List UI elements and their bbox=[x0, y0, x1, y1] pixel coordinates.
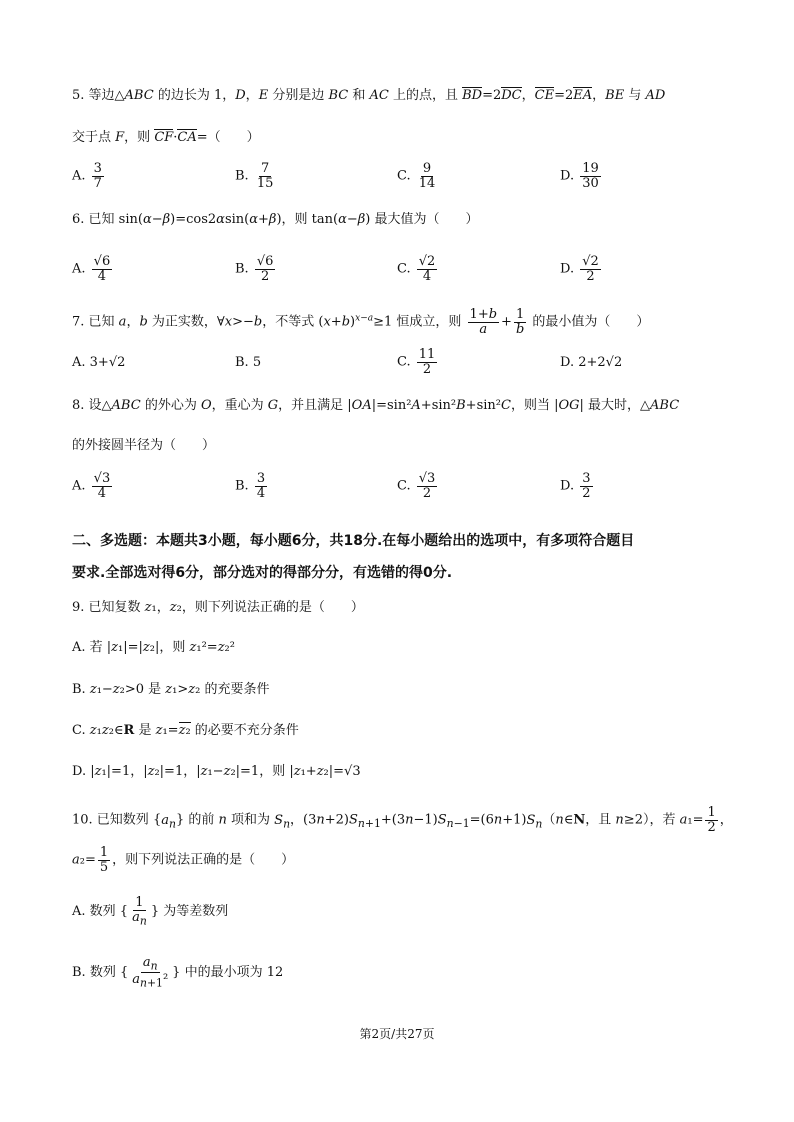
q9-option-b: B. z₁−z₂>0 是 z₁>z₂ 的充要条件 bbox=[72, 682, 270, 697]
q7-option-a: A. 3+√2 bbox=[72, 355, 126, 370]
q5-option-a: A. $\frac{3}{7}$ bbox=[72, 161, 102, 191]
q5-option-b: B. $\frac{7}{15}$ bbox=[235, 161, 274, 191]
q10-stem-line2: a₂= $\frac{1}{5}$ ，则下列说法正确的是（ ） bbox=[72, 845, 295, 875]
q8-stem-line1: 8. 设△ABC 的外心为 O，重心为 G，并且满足 |OA|=sin²A+sin²B+sin²C，则当 |OG| 最大时，△ABC bbox=[72, 398, 680, 413]
q10-option-a: A. 数列 { $\frac{1}{a_n}$ } 为等差数列 bbox=[72, 895, 229, 928]
q8-option-a: A. $\frac{√3}{4}$ bbox=[72, 471, 111, 501]
q6-option-b: B. $\frac{√6}{2}$ bbox=[235, 254, 274, 284]
q6-option-d: D. $\frac{√2}{2}$ bbox=[560, 254, 599, 284]
q5-option-c: C. $\frac{9}{14}$ bbox=[397, 161, 436, 191]
q7-option-c: C. $\frac{11}{2}$ bbox=[397, 347, 436, 377]
q8-option-d: D. $\frac{3}{2}$ bbox=[560, 471, 591, 501]
section2-heading-line2: 要求.全部选对得6分，部分选对的得部分分，有选错的得0分. bbox=[72, 565, 453, 581]
section2-heading-line1: 二、多选题：本题共3小题，每小题6分，共18分.在每小题给出的选项中，有多项符合题目 bbox=[72, 533, 635, 549]
q9-option-a: A. 若 |z₁|=|z₂|，则 z₁²=z₂² bbox=[72, 640, 235, 655]
q7-option-b: B. 5 bbox=[235, 355, 262, 370]
q5-stem-line1: 5. 等边△ABC 的边长为 1，D，E 分别是边 BC 和 AC 上的点，且 BD=2DC，CE=2EA，BE 与 AD bbox=[72, 88, 666, 103]
q5-option-d: D. $\frac{19}{30}$ bbox=[560, 161, 599, 191]
q6-option-a: A. $\frac{√6}{4}$ bbox=[72, 254, 111, 284]
q9-option-c: C. z₁z₂∈R 是 z₁=z₂ 的必要不充分条件 bbox=[72, 723, 299, 738]
page-footer: 第2页/共27页 bbox=[359, 1027, 435, 1041]
q10-option-b: B. 数列 { $\frac{a_n}{a_{n+1}^2}$ } 中的最小项为 12 bbox=[72, 955, 284, 990]
q8-option-c: C. $\frac{√3}{2}$ bbox=[397, 471, 436, 501]
q9-stem: 9. 已知复数 z₁，z₂，则下列说法正确的是（ ） bbox=[72, 600, 364, 615]
q7-stem: 7. 已知 a，b 为正实数，∀x>−b，不等式 $(x+b)^{x-a}\ge 1$ 恒成立，则 $\frac{1+b}{a}$ + $\frac{1}{b}$ 的最小值为（ ） bbox=[72, 307, 650, 337]
q7-option-d: D. 2+2√2 bbox=[560, 355, 623, 370]
q8-option-b: B. $\frac{3}{4}$ bbox=[235, 471, 266, 501]
q8-stem-line2: 的外接圆半径为（ ） bbox=[72, 438, 216, 453]
q5-stem-line2: 交于点 F，则 CF·CA=（ ） bbox=[72, 130, 260, 145]
q6-stem: 6. 已知 sin(α−β)=cos2αsin(α+β)，则 tan(α−β) 最大值为（ ） bbox=[72, 212, 479, 227]
q10-stem-line1: 10. 已知数列 $\{a_n\}$ 的前 n 项和为 $S_n$，$(3n+2)S_{n+1}+(3n-1)S_{n-1}=(6n+1)S_n(n\in N$，且 n≥2），若 a₁= $\frac{1}{2}$ ， bbox=[72, 805, 733, 835]
q9-option-d: D. |z₁|=1，|z₂|=1，|z₁−z₂|=1，则 |z₁+z₂|=√3 bbox=[72, 764, 361, 779]
q6-option-c: C. $\frac{√2}{4}$ bbox=[397, 254, 436, 284]
